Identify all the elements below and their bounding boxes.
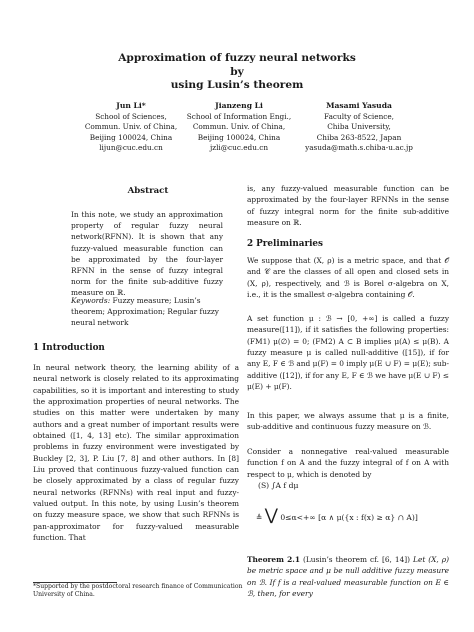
author-block-3 bbox=[284, 101, 434, 154]
introduction-text: In neural network theory, the learning ability of a neural network is closely related to its approximating capabilities, so it is important and interesting to study the approximation properties of neural networks. The studies on this matter were undertaken by many authors and a great number of important results were obtained ([1, 4, 13] etc). The similar approximation problems in fuzzy environment were investigated by Buckley [2, 3], P. Liu [7, 8] and other authors. In [8] Liu proved that continuous fuzzy-valued function can be closely approximated by a class of regular fuzzy neural networks (RFNNs) with real input and fuzzy-valued output. In this note, by using Lusin’s theorem on fuzzy measure space, we show that such RFNNs is pan-approximator for fuzzy-valued measurable function. That bbox=[33, 363, 239, 543]
title-line-3: using Lusin’s theorem bbox=[170, 79, 304, 91]
theorem-reference: (Lusin’s theorem cf. [6, 14]) bbox=[300, 555, 414, 564]
title-line-2: by bbox=[230, 65, 244, 78]
integral-expression: [α ∧ μ({x : f(x) ≥ α} ∩ A)] bbox=[318, 513, 418, 522]
defined-as-symbol: ≜ bbox=[256, 513, 263, 522]
abstract-heading: Abstract bbox=[127, 186, 169, 196]
author-affiliation: Commun. Univ. of China, bbox=[192, 122, 286, 132]
author-address: Chiba 263-8522, Japan bbox=[316, 132, 402, 142]
section-heading-introduction: 1 Introduction bbox=[33, 343, 105, 353]
keywords bbox=[71, 295, 223, 329]
title-line-1: Approximation of fuzzy neural networks bbox=[118, 52, 356, 64]
author-affiliation: School of Information Engi., bbox=[186, 111, 292, 121]
fuzzy-integral-definition bbox=[256, 507, 418, 523]
theorem-label: Theorem 2.1 bbox=[247, 555, 300, 564]
author-email: yasuda@math.s.chiba-u.ac.jp bbox=[305, 143, 413, 153]
author-affiliation: School of Sciences, bbox=[95, 111, 167, 121]
author-affiliation: Chiba University, bbox=[327, 122, 391, 132]
keywords-label: Keywords: bbox=[71, 296, 111, 305]
author-affiliation: Commun. Univ. of China, bbox=[84, 122, 178, 132]
author-name: Masami Yasuda bbox=[326, 101, 392, 110]
abstract-text: In this note, we study an approximation property of regular fuzzy neural network(RFNN). It is shown that any fuzzy-valued measurable function can be approximated by the four-layer RFNN in the sense of fuzzy integral norm for the finite sub-additive fuzzy measure on ℝ. bbox=[71, 210, 223, 298]
supremum-range: 0≤α<+∞ bbox=[280, 513, 316, 522]
author-name: Jun Li* bbox=[116, 101, 146, 110]
keywords-text: Fuzzy measure; Lusin’s theorem; Approximation; Regular fuzzy neural network bbox=[71, 296, 219, 328]
author-address: Beijing 100024, China bbox=[197, 132, 281, 142]
assumption-paragraph: In this paper, we always assume that μ is a finite, sub-additive and continuous fuzzy measure on ℬ. bbox=[247, 411, 449, 432]
theorem-2-1 bbox=[247, 554, 449, 599]
theorem-statement: Let (X, ρ) be metric space and μ be null additive fuzzy measure on ℬ. If f is a real-valued measurable function on E ∈ ℬ, then, for every bbox=[247, 555, 449, 599]
supremum-symbol: ⋁ bbox=[264, 505, 278, 524]
author-name: Jianzeng Li bbox=[215, 101, 263, 110]
author-email: jzli@cuc.edu.cn bbox=[209, 143, 269, 153]
author-email: lijun@cuc.edu.cn bbox=[99, 143, 163, 153]
fuzzy-integral-formula: (S) ∫A f dμ bbox=[258, 481, 299, 490]
author-affiliation: Faculty of Science, bbox=[324, 111, 394, 121]
fuzzy-integral-paragraph: Consider a nonnegative real-valued measurable function f on A and the fuzzy integral of f on A with respect to μ, which is denoted by bbox=[247, 447, 449, 479]
section-heading-preliminaries: 2 Preliminaries bbox=[247, 239, 323, 249]
paper-title bbox=[0, 52, 474, 93]
preliminaries-paragraph-1: We suppose that (X, ρ) is a metric space, and that 𝒪 and 𝒞 are the classes of all open and closed sets in (X, ρ), respectively, and ℬ is Borel σ-algebra on X, i.e., it is the smallest σ-algebra containing 𝒪. bbox=[247, 256, 449, 300]
continued-paragraph: is, any fuzzy-valued measurable function can be approximated by the four-layer RFNNs in the sense of fuzzy integral norm for the finite sub-additive measure on ℝ. bbox=[247, 184, 449, 228]
fuzzy-measure-definition: A set function μ : ℬ → [0, +∞] is called a fuzzy measure([11]), if it satisfies the following properties: (FM1) μ(∅) = 0; (FM2) A ⊂ B implies μ(A) ≤ μ(B). A fuzzy measure μ is called null-additive ([15]), if for any E, F ∈ ℬ and μ(F) = 0 imply μ(E ∪ F) = μ(E); sub-additive ([12]), if for any E, F ∈ ℬ we have μ(E ∪ F) ≤ μ(E) + μ(F). bbox=[247, 314, 449, 392]
author-address: Beijing 100024, China bbox=[89, 132, 173, 142]
footnote: *Supported by the postdoctoral research finance of Communication University of China. bbox=[33, 583, 243, 599]
